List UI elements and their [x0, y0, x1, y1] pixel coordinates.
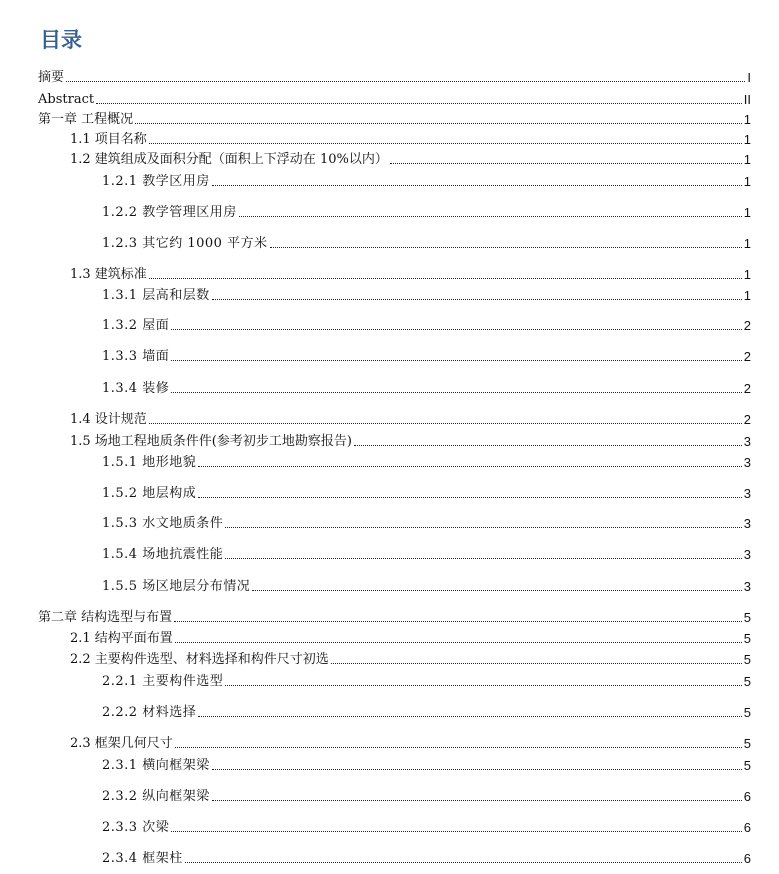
toc-entry[interactable]	[102, 787, 751, 805]
toc-entry-page: 3	[743, 579, 751, 594]
toc-entry[interactable]	[38, 110, 751, 128]
toc-entry[interactable]	[102, 514, 751, 532]
toc-dot-leader	[175, 747, 742, 748]
toc-dot-leader	[212, 185, 742, 186]
toc-entry-page: 6	[743, 789, 751, 804]
toc-entry[interactable]	[70, 130, 751, 148]
toc-dot-leader	[212, 299, 742, 300]
toc-dot-leader	[175, 642, 742, 643]
toc-entry-page: 2	[743, 412, 751, 427]
toc-entry-page: 3	[743, 516, 751, 531]
toc-entry[interactable]	[102, 379, 751, 397]
toc-entry-label: 1.1 项目名称	[70, 132, 147, 147]
toc-entry-page: 2	[743, 318, 751, 333]
toc-dot-leader	[149, 423, 742, 424]
toc-entry-label: 2.3.1 横向框架梁	[102, 758, 210, 773]
toc-entry-page: 5	[743, 674, 751, 689]
toc-dot-leader	[174, 621, 742, 622]
toc-entry-label: 1.5.3 水文地质条件	[102, 516, 224, 531]
toc-title: 目录	[40, 28, 82, 52]
toc-entry-label: 2.2 主要构件选型、材料选择和构件尺寸初选	[70, 652, 329, 667]
toc-entry-page: 5	[743, 758, 751, 773]
toc-entry[interactable]	[38, 90, 751, 108]
toc-dot-leader	[171, 392, 742, 393]
toc-entry[interactable]	[70, 265, 751, 283]
toc-entry-label: 1.2 建筑组成及面积分配（面积上下浮动在 10%以内）	[70, 152, 388, 167]
toc-entry[interactable]	[70, 432, 751, 450]
toc-dot-leader	[239, 216, 742, 217]
toc-dot-leader	[225, 558, 742, 559]
toc-entry[interactable]	[102, 756, 751, 774]
toc-entry-page: 5	[743, 705, 751, 720]
toc-dot-leader	[270, 247, 742, 248]
toc-dot-leader	[185, 862, 742, 863]
toc-entry-label: 1.3.3 墙面	[102, 349, 170, 364]
toc-entry[interactable]	[102, 545, 751, 563]
toc-entry-page: 5	[743, 631, 751, 646]
toc-entry[interactable]	[102, 234, 751, 252]
toc-dot-leader	[225, 527, 742, 528]
toc-entry-page: 1	[743, 236, 751, 251]
toc-entry-label: 2.3.3 次梁	[102, 820, 170, 835]
toc-entry-page: 6	[743, 820, 751, 835]
toc-entry-label: 1.2.3 其它约 1000 平方米	[102, 236, 268, 251]
toc-entry-label: 摘要	[38, 70, 65, 85]
toc-entry-page: I	[747, 70, 751, 85]
toc-entry[interactable]	[102, 316, 751, 334]
toc-entry-label: 2.1 结构平面布置	[70, 631, 173, 646]
toc-entry[interactable]	[102, 347, 751, 365]
toc-entry-label: 1.5.2 地层构成	[102, 486, 197, 501]
toc-entry-label: 1.2.1 教学区用房	[102, 174, 210, 189]
toc-entry[interactable]	[102, 703, 751, 721]
toc-dot-leader	[171, 360, 742, 361]
toc-entry-label: 2.3.4 框架柱	[102, 851, 183, 866]
toc-entry-page: 1	[743, 267, 751, 282]
toc-entry-label: 2.3.2 纵向框架梁	[102, 789, 210, 804]
toc-entry[interactable]	[102, 172, 751, 190]
toc-entry-label: 1.5 场地工程地质条件件(参考初步工地勘察报告)	[70, 434, 352, 449]
toc-entry-page: 5	[743, 610, 751, 625]
toc-dot-leader	[198, 497, 742, 498]
toc-entry-page: 1	[743, 152, 751, 167]
toc-entry-label: 1.3.1 层高和层数	[102, 288, 210, 303]
toc-dot-leader	[149, 278, 742, 279]
toc-entry[interactable]	[102, 672, 751, 690]
toc-entry[interactable]	[102, 286, 751, 304]
toc-entry-label: 1.2.2 教学管理区用房	[102, 205, 237, 220]
toc-entry-label: 第一章 工程概况	[38, 112, 134, 127]
toc-entry-label: Abstract	[38, 92, 95, 107]
toc-entry-label: 2.3 框架几何尺寸	[70, 736, 173, 751]
toc-dot-leader	[225, 685, 742, 686]
toc-dot-leader	[149, 143, 742, 144]
toc-entry-page: 5	[743, 652, 751, 667]
toc-dot-leader	[171, 831, 742, 832]
toc-entry-label: 1.4 设计规范	[70, 412, 147, 427]
toc-entry-label: 1.5.1 地形地貌	[102, 455, 197, 470]
toc-entry[interactable]	[38, 608, 751, 626]
toc-dot-leader	[198, 716, 742, 717]
toc-dot-leader	[96, 103, 742, 104]
toc-entry[interactable]	[70, 629, 751, 647]
toc-entry-label: 2.2.2 材料选择	[102, 705, 197, 720]
toc-entry-page: 1	[743, 288, 751, 303]
toc-dot-leader	[66, 81, 745, 82]
toc-entry-page: 6	[743, 851, 751, 866]
toc-entry-label: 1.3.4 装修	[102, 381, 170, 396]
toc-entry[interactable]	[102, 818, 751, 836]
toc-entry-label: 第二章 结构选型与布置	[38, 610, 173, 625]
toc-entry[interactable]	[70, 734, 751, 752]
toc-dot-leader	[212, 800, 742, 801]
toc-entry-page: 3	[743, 547, 751, 562]
toc-entry-page: 2	[743, 349, 751, 364]
toc-entry-label: 1.5.4 场地抗震性能	[102, 547, 224, 562]
toc-entry[interactable]	[102, 453, 751, 471]
toc-entry[interactable]	[102, 203, 751, 221]
toc-entry[interactable]	[70, 410, 751, 428]
toc-entry-page: 1	[743, 112, 751, 127]
toc-entry-label: 2.2.1 主要构件选型	[102, 674, 224, 689]
toc-entry-page: 1	[743, 132, 751, 147]
toc-entry[interactable]	[102, 849, 751, 867]
toc-entry-page: 2	[743, 381, 751, 396]
toc-entry[interactable]	[70, 650, 751, 668]
toc-entry-page: 1	[743, 174, 751, 189]
toc-entry[interactable]	[38, 68, 751, 86]
toc-dot-leader	[331, 663, 742, 664]
toc-entry-label: 1.3.2 屋面	[102, 318, 170, 333]
toc-dot-leader	[252, 590, 742, 591]
toc-entry[interactable]	[70, 150, 751, 168]
toc-dot-leader	[135, 123, 742, 124]
toc-entry[interactable]	[102, 577, 751, 595]
toc-entry-page: 3	[743, 455, 751, 470]
toc-dot-leader	[390, 163, 742, 164]
toc-dot-leader	[212, 769, 742, 770]
toc-dot-leader	[354, 445, 742, 446]
toc-entry-page: II	[743, 92, 751, 107]
toc-entry-page: 5	[743, 736, 751, 751]
toc-entry-page: 3	[743, 486, 751, 501]
toc-entry-label: 1.5.5 场区地层分布情况	[102, 579, 251, 594]
toc-dot-leader	[198, 466, 742, 467]
toc-entry-page: 3	[743, 434, 751, 449]
toc-entry-label: 1.3 建筑标准	[70, 267, 147, 282]
toc-dot-leader	[171, 329, 742, 330]
toc-entry[interactable]	[102, 484, 751, 502]
toc-entry-page: 1	[743, 205, 751, 220]
